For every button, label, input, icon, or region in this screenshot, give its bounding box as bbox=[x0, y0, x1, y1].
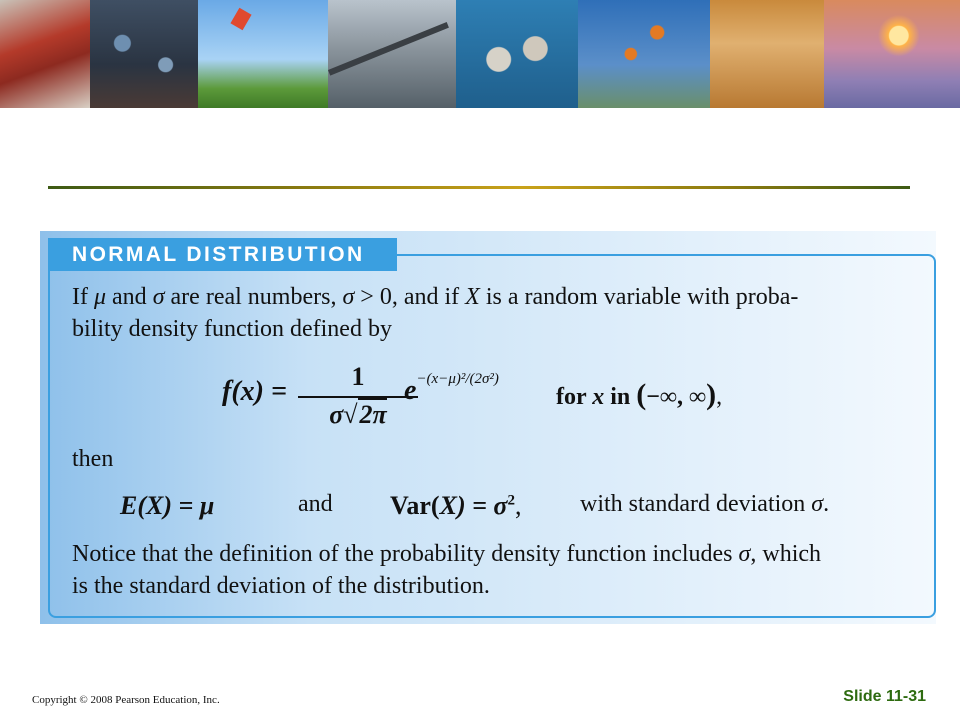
text: Var( bbox=[390, 491, 440, 520]
cyclists-photo bbox=[0, 0, 90, 108]
text: ) = σ bbox=[456, 491, 508, 520]
fraction-numerator: 1 bbox=[351, 362, 365, 391]
text: are real numbers, bbox=[164, 284, 343, 310]
density-fraction bbox=[298, 362, 418, 430]
comma: , bbox=[514, 491, 522, 520]
text: is a random variable with proba- bbox=[479, 284, 799, 310]
expectation-formula: E(X) = μ bbox=[120, 491, 215, 520]
text: Notice that the definition of the probability density function includes bbox=[72, 541, 739, 567]
basketball-photo bbox=[710, 0, 824, 108]
sigma-symbol: σ bbox=[329, 400, 344, 429]
text: in bbox=[604, 384, 637, 410]
mu-symbol: μ bbox=[93, 284, 107, 310]
text: , which bbox=[750, 541, 822, 567]
copyright-text: Copyright © 2008 Pearson Education, Inc. bbox=[32, 694, 220, 706]
text: for bbox=[556, 384, 593, 410]
kite-boy-photo bbox=[198, 0, 328, 108]
x-variable: x bbox=[592, 384, 605, 410]
variance-formula bbox=[390, 491, 521, 521]
note-line-1 bbox=[72, 538, 821, 570]
bridge-shape bbox=[328, 22, 449, 76]
sigma-symbol: σ bbox=[152, 284, 165, 310]
skydivers-photo bbox=[578, 0, 710, 108]
bridge-photo bbox=[328, 0, 456, 108]
and-label: and bbox=[298, 491, 333, 517]
then-label: then bbox=[72, 446, 114, 472]
text: > 0, and if bbox=[354, 284, 466, 310]
exponential-term bbox=[404, 370, 499, 407]
kite-shape bbox=[230, 8, 251, 31]
text: . bbox=[823, 491, 830, 517]
sigma-symbol: σ bbox=[738, 541, 751, 567]
left-paren: ( bbox=[636, 378, 647, 411]
superscript: 2 bbox=[507, 492, 515, 509]
text: with standard deviation bbox=[580, 491, 812, 517]
domain-text bbox=[556, 378, 722, 412]
sd-text bbox=[580, 491, 829, 518]
sigma-symbol: σ bbox=[811, 491, 824, 517]
text: and bbox=[106, 284, 153, 310]
x-variable: X bbox=[439, 491, 457, 520]
interval: −∞, ∞ bbox=[646, 384, 707, 410]
intro-line-2: bility density function defined by bbox=[72, 316, 392, 342]
comma: , bbox=[716, 384, 723, 410]
fish-photo bbox=[456, 0, 578, 108]
text: If bbox=[72, 284, 94, 310]
right-paren: ) bbox=[706, 378, 717, 411]
radicand: 2π bbox=[359, 400, 387, 429]
density-lhs: f(x) = bbox=[222, 376, 287, 407]
fraction-denominator bbox=[298, 400, 418, 430]
slide-number: Slide 11-31 bbox=[843, 688, 926, 705]
x-variable: X bbox=[465, 284, 480, 310]
note-line-2: is the standard deviation of the distribution. bbox=[72, 573, 490, 599]
photo-banner bbox=[0, 0, 960, 108]
sqrt-symbol: √ bbox=[343, 400, 358, 429]
intro-line-1 bbox=[72, 281, 798, 313]
definition-title: NORMAL DISTRIBUTION bbox=[48, 238, 397, 271]
sunset-photo bbox=[824, 0, 960, 108]
sigma-symbol: σ bbox=[342, 284, 355, 310]
crowd-photo bbox=[90, 0, 198, 108]
exponent: −(x−μ)²/(2σ²) bbox=[416, 370, 499, 387]
exp-base: e bbox=[404, 375, 417, 406]
divider-rule bbox=[48, 186, 910, 189]
